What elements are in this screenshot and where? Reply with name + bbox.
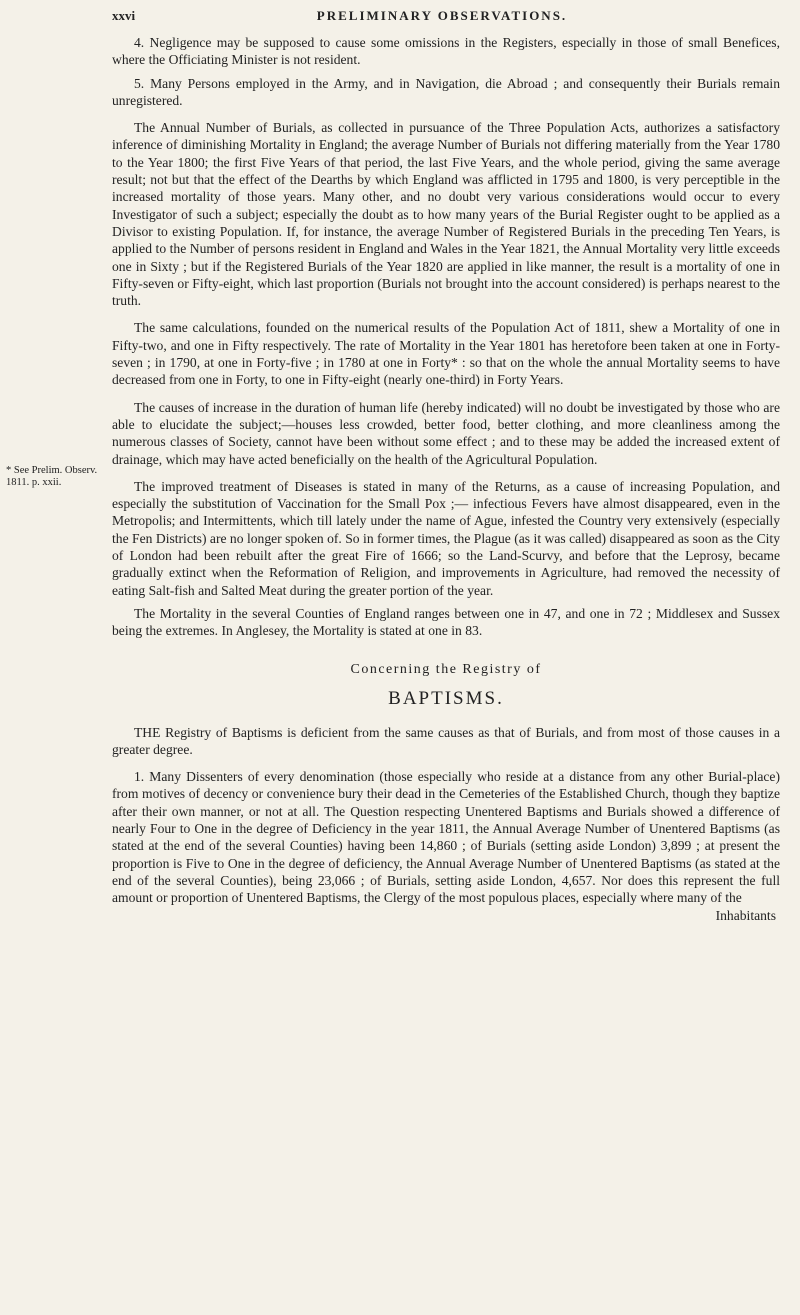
paragraph-baptisms-deficient: THE Registry of Baptisms is deficient from the same causes as that of Burials, and from most of those causes in a greater degree. — [112, 724, 780, 757]
page-number: xxvi — [112, 8, 136, 23]
section-heading: Concerning the Registry of — [350, 661, 542, 677]
section-title: BAPTISMS. — [388, 687, 504, 709]
paragraph-dissenters: 1. Many Dissenters of every denomination (those especially who reside at a distance from any other Burial-place) from motives of decency or convenience bury their dead in the Cemeteries of the Established Church, though they baptize after their own manner, or not at all. The Question respecting Unentered Baptisms and Burials showed a difference of nearly Four to One in the degree of Deficiency in the year 1811, the Annual Average Number of Unentered Baptisms (as stated at the end of the several Counties) having been 14,860 ; of Burials (setting aside London) 3,899 ; at present the proportion is Five to One in the degree of deficiency, the Annual Average Number of Unentered Baptisms (as stated at the end of the several Counties), being 23,066 ; of Burials, setting aside London, 4,657. Nor does this represent the full amount or proportion of Unentered Baptisms, the Clergy of the most populous places, especially where many of the — [112, 769, 780, 906]
page-header — [112, 8, 772, 28]
catchword: Inhabitants — [715, 908, 776, 924]
sidenote: * See Prelim. Observ. 1811. p. xxii. — [6, 465, 98, 488]
running-title: PRELIMINARY OBSERVATIONS. — [316, 8, 568, 23]
paragraph-calculations-1811: The same calculations, founded on the numerical results of the Population Act of 1811, shew a Mortality of one in Fifty-two, and one in Fifty respectively. The rate of Mortality in the Year 1801 has heretofore been taken at one in Forty-seven ; in 1790, at one in Forty-five ; in 1780 at one in Forty* : so that on the whole the annual Mortality seems to have decreased from one in Forty, to one in Fifty-eight (nearly one-third) in Forty Years. — [112, 320, 780, 388]
paragraph-5: 5. Many Persons employed in the Army, and in Navigation, die Abroad ; and consequently their Burials remain unregistered. — [112, 75, 780, 108]
paragraph-county-mortality: The Mortality in the several Counties of England ranges between one in 47, and one in 72 ; Middlesex and Sussex being the extremes. In Anglesey, the Mortality is stated at one in 83. — [112, 605, 780, 639]
text-body — [112, 34, 780, 924]
paragraph-diseases: The improved treatment of Diseases is stated in many of the Returns, as a cause of increasing Population, and especially the substitution of Vaccination for the Small Pox ;— infectious Fevers have almost disappeared, even in the Metropolis; and Intermittents, which till lately under the name of Ague, infested the Country very extensively (especially the Fen Districts) are no longer spoken of. So in former times, the Plague (as it was called) disappeared as soon as the City of London had been rebuilt after the great Fire of 1666; so the Land-Scurvy, and before that the Leprosy, became gradually extinct when the Reformation of Religion, and improvements in Agriculture, had removed the necessity of eating Salt-fish and Salted Meat during the greater portion of the year. — [112, 478, 780, 598]
paragraph-4: 4. Negligence may be supposed to cause some omissions in the Registers, especially in those of small Benefices, where the Officiating Minister is not resident. — [112, 35, 780, 68]
paragraph-burials-average: The Annual Number of Burials, as collected in pursuance of the Three Population Acts, authorizes a satisfactory inference of diminishing Mortality in England; the average Number of Burials not differing materially from the Year 1780 to the Year 1800; the first Five Years of that period, the last Five Years, and the whole period, giving the same average result; not but that the effect of the Dearths by which England was afflicted in 1795 and 1800, is very perceptible in the increased mortality of those years. Many other, and no doubt very various considerations would occur to every Investigator of such a subject; especially the doubt as to how many years of the Burial Register ought to be applied as a Divisor to existing Population. If, for instance, the average Number of Registered Burials in the preceding Ten Years, is applied to the Number of persons resident in England and Wales in the Year 1821, the Annual Mortality very little exceeds one in Sixty ; but if the Registered Burials of the Year 1820 are applied in like manner, the result is a mortality of one in Fifty-seven or Fifty-eight, which last proportion (Burials not brought into the account considered) is perhaps nearest to the truth. — [112, 120, 780, 309]
paragraph-causes-of-increase: The causes of increase in the duration of human life (hereby indicated) will no doubt be investigated by those who are able to elucidate the subject;—houses less crowded, better food, better clothing, and more cleanliness among the numerous classes of Society, cannot have been without some effect ; and to these may be added the increased extent of drainage, which may have acted beneficially on the health of the Agricultural Population. — [112, 399, 780, 467]
